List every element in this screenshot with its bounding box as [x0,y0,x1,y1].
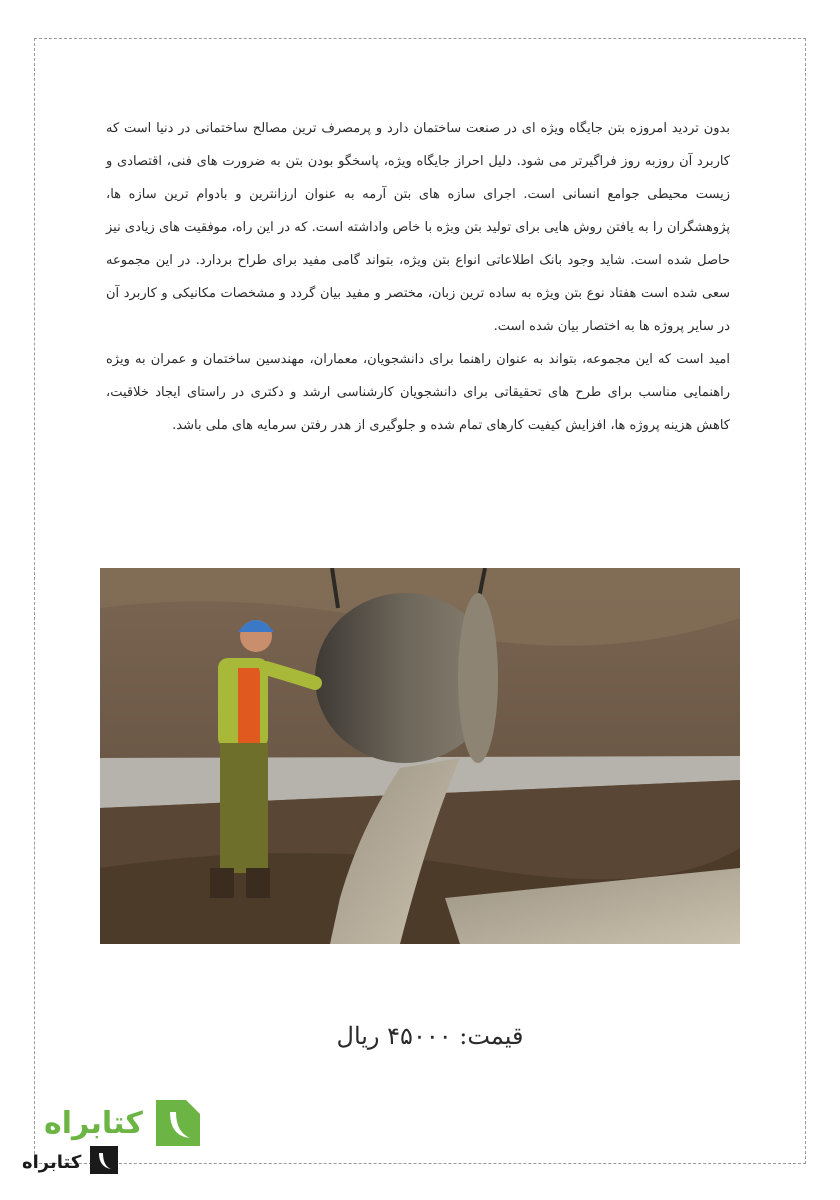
ketabrah-small-text: کتابراه [22,1152,82,1173]
intro-paragraph-2: امید است که این مجموعه، بتواند به عنوان راهنما برای دانشجویان، معماران، مهندسین ساختمان و عمران به ویژه راهنمایی مناسب برای طرح های تحقیقاتی برای دانشجویان کارشناسی ارشد و دکتری در راستای ایجاد خلاقیت، کاهش هزینه پروژه ها، افزایش کیفیت کارهای تمام شده و جلوگیری از هدر رفتن سرمایه های ملی باشد. [106,352,730,433]
price-label: قیمت: ۴۵۰۰۰ ریال [336,1022,524,1050]
ketabrah-logo-icon [146,1092,208,1154]
ketabrah-logo-text: کتابراه [44,1106,143,1141]
intro-text [106,112,730,442]
ketabrah-small-icon [86,1142,122,1178]
concrete-cloth-photo [100,568,740,944]
intro-paragraph-1: بدون تردید امروزه بتن جایگاه ویژه ای در صنعت ساختمان دارد و پرمصرف ترین مصالح ساختمانی در دنیا است که کاربرد آن روزبه روز فراگیرتر می شود. دلیل احراز جایگاه ویژه، پاسخگو بودن بتن به ضرورت های فنی، اقتصادی و زیست محیطی جوامع انسانی است. اجرای سازه های بتن آرمه به عنوان ارزانترین و بادوام ترین سازه ها، پژوهشگران را به یافتن روش هایی برای تولید بتن ویژه با خاص واداشته است. که در این راه، موفقیت های زیادی نیز حاصل شده است. شاید وجود بانک اطلاعاتی انواع بتن ویژه، بتواند گامی مفید برای طراح بردارد. در این مجموعه سعی شده است هفتاد نوع بتن ویژه به ساده ترین زبان، مختصر و مفید بیان گردد و مشخصات مکانیکی و کاربرد آن در سایر پروژه ها به اختصار بیان شده است. [106,121,730,334]
ketabrah-watermark [18,1090,218,1190]
